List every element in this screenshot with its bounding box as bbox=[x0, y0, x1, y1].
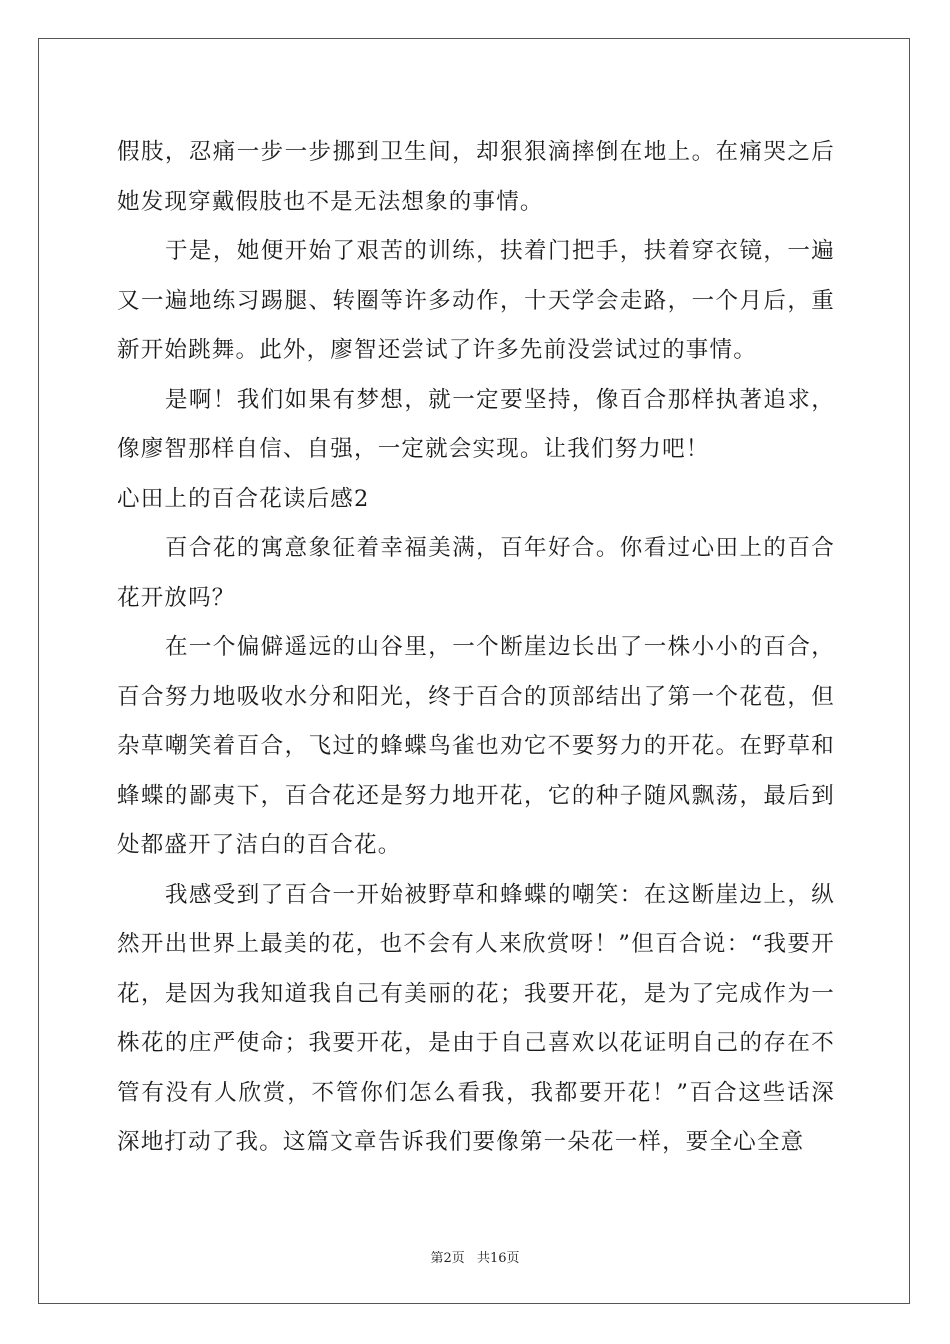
section-heading: 心田上的百合花读后感2 bbox=[117, 485, 370, 512]
paragraph-reflection: 我感受到了百合一开始被野草和蜂蝶的嘲笑：在这断崖边上，纵然开出世界上最美的花，也不会有人来欣赏呀！”但百合说：“我要开花，是因为我知道我自己有美丽的花；我要开花，是为了完成作为一株花的庄严使命；我要开花，是由于自己喜欢以花证明自己的存在不管有没有人欣赏，不管你们怎么看我，我都要开花！”百合这些话深深地打动了我。这篇文章告诉我们要像第一朵花一样，要全心全意 bbox=[117, 881, 835, 1155]
page-number: 第2页 bbox=[430, 1251, 465, 1266]
paragraph-lily-meaning: 百合花的寓意象征着幸福美满，百年好合。你看过心田上的百合花开放吗？ bbox=[117, 535, 835, 611]
paragraph-continuation: 假肢，忍痛一步一步挪到卫生间，却狠狠滴摔倒在地上。在痛哭之后她发现穿戴假肢也不是无法想象的事情。 bbox=[117, 139, 835, 215]
page-footer bbox=[0, 1247, 950, 1266]
document-body bbox=[117, 128, 835, 1168]
paragraph-dream: 是啊！我们如果有梦想，就一定要坚持，像百合那样执著追求，像廖智那样自信、自强，一定就会实现。让我们努力吧！ bbox=[117, 386, 835, 462]
paragraph-valley-story: 在一个偏僻遥远的山谷里，一个断崖边长出了一株小小的百合，百合努力地吸收水分和阳光，终于百合的顶部结出了第一个花苞，但杂草嘲笑着百合，飞过的蜂蝶鸟雀也劝它不要努力的开花。在野草和蜂蝶的鄙夷下，百合花还是努力地开花，它的种子随风飘荡，最后到处都盛开了洁白的百合花。 bbox=[117, 634, 835, 858]
total-pages: 共16页 bbox=[476, 1251, 520, 1266]
paragraph-training: 于是，她便开始了艰苦的训练，扶着门把手，扶着穿衣镜，一遍又一遍地练习踢腿、转圈等许多动作，十天学会走路，一个月后，重新开始跳舞。此外，廖智还尝试了许多先前没尝试过的事情。 bbox=[117, 238, 835, 363]
